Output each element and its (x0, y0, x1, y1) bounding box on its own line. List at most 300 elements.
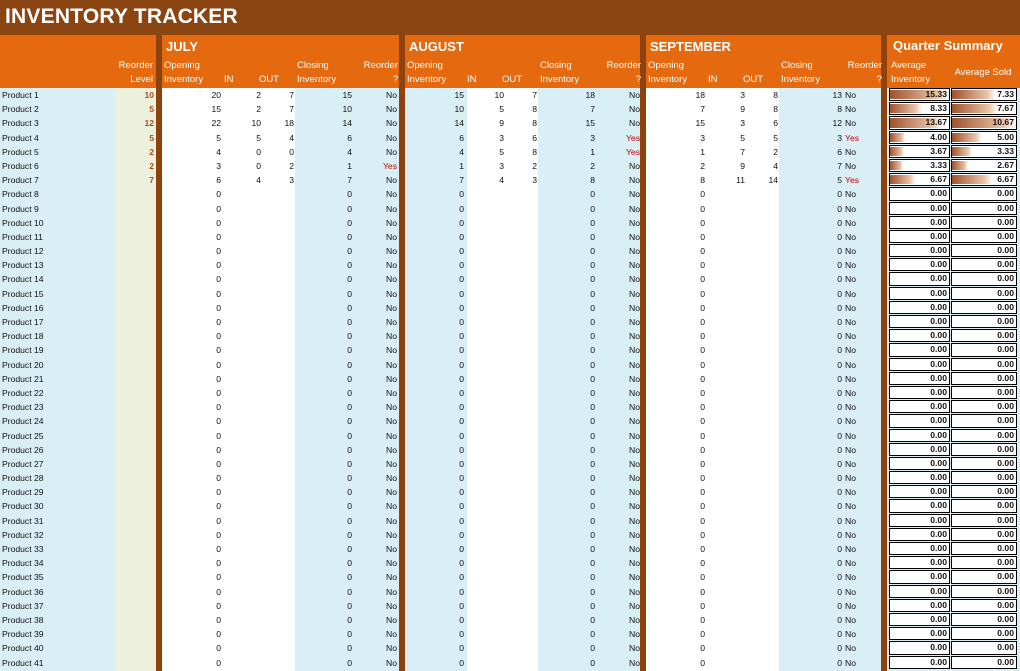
average-inventory-cell[interactable] (889, 244, 950, 257)
reorder-flag-cell[interactable]: No (386, 317, 397, 327)
average-sold-cell[interactable] (951, 116, 1017, 129)
product-name-cell[interactable]: Product 5 (2, 146, 39, 157)
reorder-flag-cell[interactable]: No (629, 629, 640, 640)
reorder-flag-cell[interactable]: No (386, 657, 397, 668)
opening-inventory-cell[interactable]: 0 (700, 501, 705, 512)
product-name-cell[interactable]: Product 40 (2, 643, 44, 654)
opening-inventory-cell[interactable]: 3 (216, 160, 221, 171)
opening-inventory-cell[interactable]: 0 (216, 260, 221, 271)
closing-inventory-cell[interactable]: 0 (837, 586, 842, 597)
average-inventory-cell[interactable] (889, 443, 950, 456)
reorder-level-cell[interactable]: 5 (149, 104, 154, 115)
closing-inventory-cell[interactable]: 8 (590, 175, 595, 186)
reorder-level-cell[interactable]: 12 (144, 118, 154, 129)
in-cell[interactable]: 10 (494, 90, 504, 100)
reorder-level-cell[interactable]: 5 (149, 132, 154, 143)
opening-inventory-cell[interactable]: 20 (211, 90, 221, 100)
reorder-flag-cell[interactable]: No (386, 558, 397, 569)
average-inventory-cell[interactable] (889, 570, 950, 583)
product-name-cell[interactable]: Product 16 (2, 302, 44, 313)
in-cell[interactable]: 11 (736, 175, 745, 186)
opening-inventory-cell[interactable]: 0 (459, 331, 464, 342)
opening-inventory-cell[interactable]: 0 (700, 331, 705, 342)
reorder-flag-cell[interactable]: No (845, 430, 856, 441)
in-cell[interactable]: 9 (740, 104, 745, 115)
average-sold-cell[interactable] (951, 287, 1017, 300)
closing-inventory-cell[interactable]: 0 (590, 529, 595, 540)
reorder-flag-cell[interactable]: No (845, 487, 856, 498)
closing-inventory-cell[interactable]: 18 (585, 90, 595, 100)
reorder-flag-cell[interactable]: No (845, 586, 856, 597)
product-name-cell[interactable]: Product 2 (2, 104, 39, 115)
opening-inventory-cell[interactable]: 0 (700, 614, 705, 625)
reorder-flag-cell[interactable]: No (845, 544, 856, 554)
closing-inventory-cell[interactable]: 1 (590, 146, 595, 157)
closing-inventory-cell[interactable]: 0 (347, 203, 352, 214)
in-cell[interactable]: 0 (256, 146, 261, 157)
average-sold-cell[interactable] (951, 386, 1017, 399)
average-inventory-cell[interactable] (889, 258, 950, 271)
opening-inventory-cell[interactable]: 15 (211, 104, 221, 115)
reorder-flag-cell[interactable]: No (629, 345, 640, 356)
opening-inventory-cell[interactable]: 0 (216, 217, 221, 228)
closing-inventory-cell[interactable]: 0 (837, 558, 842, 569)
reorder-flag-cell[interactable]: No (629, 104, 640, 115)
reorder-flag-cell[interactable]: No (629, 487, 640, 498)
reorder-flag-cell[interactable]: No (629, 458, 640, 469)
product-name-cell[interactable]: Product 14 (2, 274, 44, 285)
closing-inventory-cell[interactable]: 0 (590, 189, 595, 200)
product-name-cell[interactable]: Product 9 (2, 203, 39, 214)
opening-inventory-cell[interactable]: 0 (216, 387, 221, 398)
average-inventory-cell[interactable] (889, 102, 950, 115)
reorder-flag-cell[interactable]: No (629, 189, 640, 200)
closing-inventory-cell[interactable]: 0 (347, 614, 352, 625)
opening-inventory-cell[interactable]: 0 (700, 487, 705, 498)
average-inventory-cell[interactable] (889, 471, 950, 484)
reorder-flag-cell[interactable]: No (386, 146, 397, 157)
opening-inventory-cell[interactable]: 0 (459, 614, 464, 625)
reorder-flag-cell[interactable]: No (386, 529, 397, 540)
opening-inventory-cell[interactable]: 0 (459, 359, 464, 370)
closing-inventory-cell[interactable]: 0 (837, 515, 842, 526)
average-sold-cell[interactable] (951, 216, 1017, 229)
closing-inventory-cell[interactable]: 14 (342, 118, 352, 129)
reorder-level-cell[interactable]: 7 (149, 175, 154, 186)
average-sold-cell[interactable] (951, 471, 1017, 484)
average-sold-cell[interactable] (951, 457, 1017, 470)
reorder-flag-cell[interactable]: No (845, 416, 856, 427)
opening-inventory-cell[interactable]: 0 (700, 246, 705, 257)
reorder-flag-cell[interactable]: No (629, 246, 640, 257)
average-sold-cell[interactable] (951, 343, 1017, 356)
reorder-flag-cell[interactable]: No (845, 572, 856, 583)
product-name-cell[interactable]: Product 31 (2, 515, 44, 526)
opening-inventory-cell[interactable]: 0 (216, 231, 221, 242)
opening-inventory-cell[interactable]: 0 (459, 246, 464, 257)
opening-inventory-cell[interactable]: 0 (216, 189, 221, 200)
closing-inventory-cell[interactable]: 0 (590, 629, 595, 640)
closing-inventory-cell[interactable]: 0 (347, 231, 352, 242)
opening-inventory-cell[interactable]: 0 (216, 246, 221, 257)
reorder-flag-cell[interactable]: Yes (382, 160, 397, 171)
average-inventory-cell[interactable] (889, 585, 950, 598)
out-cell[interactable]: 6 (773, 118, 778, 129)
reorder-flag-cell[interactable]: No (629, 288, 640, 299)
opening-inventory-cell[interactable]: 0 (216, 203, 221, 214)
opening-inventory-cell[interactable]: 0 (459, 501, 464, 512)
average-inventory-cell[interactable] (889, 499, 950, 512)
in-cell[interactable]: 5 (499, 104, 504, 115)
opening-inventory-cell[interactable]: 0 (700, 203, 705, 214)
reorder-flag-cell[interactable]: No (386, 444, 397, 455)
opening-inventory-cell[interactable]: 0 (700, 217, 705, 228)
opening-inventory-cell[interactable]: 0 (700, 544, 705, 554)
out-cell[interactable]: 7 (289, 104, 294, 115)
opening-inventory-cell[interactable]: 0 (459, 387, 464, 398)
opening-inventory-cell[interactable]: 0 (459, 515, 464, 526)
reorder-flag-cell[interactable]: No (845, 600, 856, 611)
opening-inventory-cell[interactable]: 0 (700, 473, 705, 484)
average-inventory-cell[interactable] (889, 315, 950, 328)
opening-inventory-cell[interactable]: 6 (216, 175, 221, 186)
closing-inventory-cell[interactable]: 0 (590, 558, 595, 569)
opening-inventory-cell[interactable]: 0 (459, 345, 464, 356)
in-cell[interactable]: 4 (499, 175, 504, 186)
closing-inventory-cell[interactable]: 0 (590, 246, 595, 257)
closing-inventory-cell[interactable]: 0 (590, 600, 595, 611)
opening-inventory-cell[interactable]: 0 (700, 373, 705, 384)
opening-inventory-cell[interactable]: 0 (459, 586, 464, 597)
in-cell[interactable]: 5 (256, 132, 261, 143)
in-cell[interactable]: 5 (499, 146, 504, 157)
closing-inventory-cell[interactable]: 0 (837, 458, 842, 469)
opening-inventory-cell[interactable]: 0 (459, 529, 464, 540)
reorder-flag-cell[interactable]: No (629, 444, 640, 455)
closing-inventory-cell[interactable]: 1 (347, 160, 352, 171)
average-inventory-cell[interactable] (889, 187, 950, 200)
opening-inventory-cell[interactable]: 0 (459, 402, 464, 413)
opening-inventory-cell[interactable]: 0 (459, 302, 464, 313)
average-inventory-cell[interactable] (889, 656, 950, 669)
closing-inventory-cell[interactable]: 0 (347, 458, 352, 469)
closing-inventory-cell[interactable]: 0 (347, 473, 352, 484)
product-name-cell[interactable]: Product 25 (2, 430, 44, 441)
closing-inventory-cell[interactable]: 0 (590, 586, 595, 597)
opening-inventory-cell[interactable]: 6 (459, 132, 464, 143)
closing-inventory-cell[interactable]: 0 (347, 274, 352, 285)
opening-inventory-cell[interactable]: 1 (459, 160, 464, 171)
opening-inventory-cell[interactable]: 0 (700, 345, 705, 356)
closing-inventory-cell[interactable]: 0 (837, 501, 842, 512)
average-inventory-cell[interactable] (889, 599, 950, 612)
reorder-flag-cell[interactable]: No (386, 118, 397, 129)
closing-inventory-cell[interactable]: 0 (347, 657, 352, 668)
reorder-flag-cell[interactable]: No (629, 90, 640, 100)
closing-inventory-cell[interactable]: 0 (347, 317, 352, 327)
reorder-flag-cell[interactable]: No (386, 402, 397, 413)
closing-inventory-cell[interactable]: 0 (590, 501, 595, 512)
average-inventory-cell[interactable] (889, 414, 950, 427)
closing-inventory-cell[interactable]: 0 (347, 572, 352, 583)
average-sold-cell[interactable] (951, 627, 1017, 640)
closing-inventory-cell[interactable]: 0 (347, 246, 352, 257)
closing-inventory-cell[interactable]: 10 (342, 104, 352, 115)
out-cell[interactable]: 8 (532, 104, 537, 115)
average-sold-cell[interactable] (951, 485, 1017, 498)
out-cell[interactable]: 0 (289, 146, 294, 157)
average-sold-cell[interactable] (951, 272, 1017, 285)
opening-inventory-cell[interactable]: 0 (216, 373, 221, 384)
closing-inventory-cell[interactable]: 4 (347, 146, 352, 157)
opening-inventory-cell[interactable]: 14 (454, 118, 464, 129)
opening-inventory-cell[interactable]: 0 (700, 600, 705, 611)
average-sold-cell[interactable] (951, 443, 1017, 456)
closing-inventory-cell[interactable]: 0 (590, 345, 595, 356)
average-sold-cell[interactable] (951, 585, 1017, 598)
product-name-cell[interactable]: Product 22 (2, 387, 44, 398)
reorder-flag-cell[interactable]: No (845, 373, 856, 384)
product-name-cell[interactable]: Product 23 (2, 402, 44, 413)
average-inventory-cell[interactable] (889, 88, 950, 101)
opening-inventory-cell[interactable]: 0 (459, 643, 464, 654)
reorder-flag-cell[interactable]: No (629, 515, 640, 526)
reorder-flag-cell[interactable]: No (845, 302, 856, 313)
product-name-cell[interactable]: Product 26 (2, 444, 44, 455)
reorder-flag-cell[interactable]: No (845, 657, 856, 668)
reorder-flag-cell[interactable]: No (629, 203, 640, 214)
closing-inventory-cell[interactable]: 0 (837, 231, 842, 242)
opening-inventory-cell[interactable]: 0 (216, 359, 221, 370)
reorder-flag-cell[interactable]: No (386, 614, 397, 625)
opening-inventory-cell[interactable]: 15 (454, 90, 464, 100)
reorder-flag-cell[interactable]: No (845, 274, 856, 285)
closing-inventory-cell[interactable]: 0 (590, 458, 595, 469)
closing-inventory-cell[interactable]: 0 (837, 288, 842, 299)
closing-inventory-cell[interactable]: 0 (347, 643, 352, 654)
opening-inventory-cell[interactable]: 0 (459, 629, 464, 640)
average-sold-cell[interactable] (951, 372, 1017, 385)
opening-inventory-cell[interactable]: 0 (700, 359, 705, 370)
reorder-flag-cell[interactable]: No (845, 317, 856, 327)
out-cell[interactable]: 8 (773, 104, 778, 115)
reorder-flag-cell[interactable]: No (386, 345, 397, 356)
closing-inventory-cell[interactable]: 0 (347, 529, 352, 540)
product-name-cell[interactable]: Product 39 (2, 629, 44, 640)
reorder-flag-cell[interactable]: No (386, 373, 397, 384)
closing-inventory-cell[interactable]: 0 (837, 260, 842, 271)
average-sold-cell[interactable] (951, 202, 1017, 215)
closing-inventory-cell[interactable]: 0 (837, 572, 842, 583)
product-name-cell[interactable]: Product 41 (2, 657, 44, 668)
reorder-flag-cell[interactable]: No (845, 515, 856, 526)
opening-inventory-cell[interactable]: 0 (459, 458, 464, 469)
reorder-flag-cell[interactable]: No (386, 132, 397, 143)
reorder-flag-cell[interactable]: No (629, 373, 640, 384)
reorder-flag-cell[interactable]: No (845, 104, 856, 115)
opening-inventory-cell[interactable]: 0 (216, 473, 221, 484)
closing-inventory-cell[interactable]: 2 (590, 160, 595, 171)
average-inventory-cell[interactable] (889, 358, 950, 371)
opening-inventory-cell[interactable]: 0 (216, 288, 221, 299)
reorder-flag-cell[interactable]: No (386, 487, 397, 498)
average-inventory-cell[interactable] (889, 272, 950, 285)
reorder-flag-cell[interactable]: No (629, 501, 640, 512)
reorder-flag-cell[interactable]: No (629, 558, 640, 569)
reorder-flag-cell[interactable]: No (386, 501, 397, 512)
product-name-cell[interactable]: Product 28 (2, 473, 44, 484)
reorder-flag-cell[interactable]: No (629, 473, 640, 484)
product-name-cell[interactable]: Product 35 (2, 572, 44, 583)
average-inventory-cell[interactable] (889, 514, 950, 527)
reorder-flag-cell[interactable]: No (629, 614, 640, 625)
opening-inventory-cell[interactable]: 0 (216, 402, 221, 413)
closing-inventory-cell[interactable]: 0 (590, 359, 595, 370)
closing-inventory-cell[interactable]: 0 (590, 544, 595, 554)
opening-inventory-cell[interactable]: 0 (700, 458, 705, 469)
closing-inventory-cell[interactable]: 0 (347, 189, 352, 200)
reorder-flag-cell[interactable]: No (386, 274, 397, 285)
reorder-flag-cell[interactable]: No (386, 643, 397, 654)
closing-inventory-cell[interactable]: 0 (347, 558, 352, 569)
out-cell[interactable]: 18 (284, 118, 294, 129)
product-name-cell[interactable]: Product 11 (2, 231, 43, 242)
closing-inventory-cell[interactable]: 0 (590, 402, 595, 413)
average-sold-cell[interactable] (951, 131, 1017, 144)
product-name-cell[interactable]: Product 37 (2, 600, 44, 611)
average-sold-cell[interactable] (951, 244, 1017, 257)
in-cell[interactable]: 3 (499, 132, 504, 143)
closing-inventory-cell[interactable]: 5 (837, 175, 842, 186)
reorder-level-cell[interactable]: 10 (144, 90, 154, 100)
opening-inventory-cell[interactable]: 0 (459, 203, 464, 214)
closing-inventory-cell[interactable]: 0 (590, 302, 595, 313)
average-inventory-cell[interactable] (889, 202, 950, 215)
in-cell[interactable]: 10 (251, 118, 261, 129)
opening-inventory-cell[interactable]: 0 (216, 544, 221, 554)
opening-inventory-cell[interactable]: 0 (216, 345, 221, 356)
opening-inventory-cell[interactable]: 0 (700, 558, 705, 569)
opening-inventory-cell[interactable]: 0 (700, 402, 705, 413)
out-cell[interactable]: 8 (532, 118, 537, 129)
reorder-flag-cell[interactable]: No (629, 643, 640, 654)
out-cell[interactable]: 2 (532, 160, 537, 171)
reorder-flag-cell[interactable]: No (845, 260, 856, 271)
reorder-flag-cell[interactable]: No (386, 572, 397, 583)
reorder-flag-cell[interactable]: No (845, 203, 856, 214)
reorder-flag-cell[interactable]: No (386, 359, 397, 370)
product-name-cell[interactable]: Product 6 (2, 160, 39, 171)
product-name-cell[interactable]: Product 12 (2, 246, 44, 257)
closing-inventory-cell[interactable]: 0 (347, 288, 352, 299)
product-name-cell[interactable]: Product 17 (2, 317, 44, 327)
opening-inventory-cell[interactable]: 22 (211, 118, 221, 129)
opening-inventory-cell[interactable]: 0 (216, 558, 221, 569)
opening-inventory-cell[interactable]: 7 (700, 104, 705, 115)
closing-inventory-cell[interactable]: 0 (837, 345, 842, 356)
average-sold-cell[interactable] (951, 258, 1017, 271)
average-inventory-cell[interactable] (889, 485, 950, 498)
reorder-flag-cell[interactable]: No (386, 246, 397, 257)
reorder-flag-cell[interactable]: No (845, 217, 856, 228)
opening-inventory-cell[interactable]: 0 (700, 416, 705, 427)
out-cell[interactable]: 2 (773, 146, 778, 157)
opening-inventory-cell[interactable]: 0 (700, 529, 705, 540)
opening-inventory-cell[interactable]: 0 (700, 317, 705, 327)
closing-inventory-cell[interactable]: 0 (590, 260, 595, 271)
closing-inventory-cell[interactable]: 0 (347, 217, 352, 228)
average-inventory-cell[interactable] (889, 400, 950, 413)
closing-inventory-cell[interactable]: 0 (837, 203, 842, 214)
average-sold-cell[interactable] (951, 88, 1017, 101)
reorder-flag-cell[interactable]: No (386, 90, 397, 100)
average-sold-cell[interactable] (951, 542, 1017, 555)
reorder-flag-cell[interactable]: No (629, 544, 640, 554)
closing-inventory-cell[interactable]: 0 (837, 359, 842, 370)
closing-inventory-cell[interactable]: 0 (837, 444, 842, 455)
reorder-flag-cell[interactable]: No (386, 600, 397, 611)
reorder-flag-cell[interactable]: No (386, 544, 397, 554)
closing-inventory-cell[interactable]: 0 (837, 629, 842, 640)
closing-inventory-cell[interactable]: 0 (837, 657, 842, 668)
average-sold-cell[interactable] (951, 159, 1017, 172)
reorder-flag-cell[interactable]: No (629, 231, 640, 242)
average-inventory-cell[interactable] (889, 230, 950, 243)
average-inventory-cell[interactable] (889, 116, 950, 129)
reorder-flag-cell[interactable]: No (629, 657, 640, 668)
average-inventory-cell[interactable] (889, 556, 950, 569)
reorder-flag-cell[interactable]: No (845, 629, 856, 640)
reorder-flag-cell[interactable]: No (629, 175, 640, 186)
reorder-flag-cell[interactable]: No (845, 345, 856, 356)
product-name-cell[interactable]: Product 33 (2, 544, 44, 554)
out-cell[interactable]: 4 (289, 132, 294, 143)
average-sold-cell[interactable] (951, 400, 1017, 413)
reorder-flag-cell[interactable]: No (629, 402, 640, 413)
closing-inventory-cell[interactable]: 7 (347, 175, 352, 186)
opening-inventory-cell[interactable]: 0 (700, 387, 705, 398)
opening-inventory-cell[interactable]: 0 (216, 515, 221, 526)
reorder-flag-cell[interactable]: No (845, 387, 856, 398)
average-sold-cell[interactable] (951, 514, 1017, 527)
out-cell[interactable]: 8 (773, 90, 778, 100)
reorder-flag-cell[interactable]: No (386, 288, 397, 299)
closing-inventory-cell[interactable]: 0 (590, 572, 595, 583)
product-name-cell[interactable]: Product 36 (2, 586, 44, 597)
average-sold-cell[interactable] (951, 499, 1017, 512)
opening-inventory-cell[interactable]: 0 (700, 629, 705, 640)
opening-inventory-cell[interactable]: 0 (459, 231, 464, 242)
reorder-flag-cell[interactable]: Yes (845, 132, 860, 143)
reorder-flag-cell[interactable]: No (845, 288, 856, 299)
reorder-flag-cell[interactable]: No (386, 416, 397, 427)
opening-inventory-cell[interactable]: 10 (454, 104, 464, 115)
opening-inventory-cell[interactable]: 0 (459, 558, 464, 569)
opening-inventory-cell[interactable]: 0 (700, 288, 705, 299)
reorder-flag-cell[interactable]: No (845, 331, 856, 342)
in-cell[interactable]: 7 (740, 146, 745, 157)
product-name-cell[interactable]: Product 10 (2, 217, 44, 228)
average-sold-cell[interactable] (951, 145, 1017, 158)
opening-inventory-cell[interactable]: 18 (695, 90, 705, 100)
average-inventory-cell[interactable] (889, 145, 950, 158)
closing-inventory-cell[interactable]: 0 (590, 614, 595, 625)
closing-inventory-cell[interactable]: 0 (590, 515, 595, 526)
opening-inventory-cell[interactable]: 0 (216, 529, 221, 540)
average-inventory-cell[interactable] (889, 329, 950, 342)
in-cell[interactable]: 3 (499, 160, 504, 171)
closing-inventory-cell[interactable]: 0 (837, 373, 842, 384)
